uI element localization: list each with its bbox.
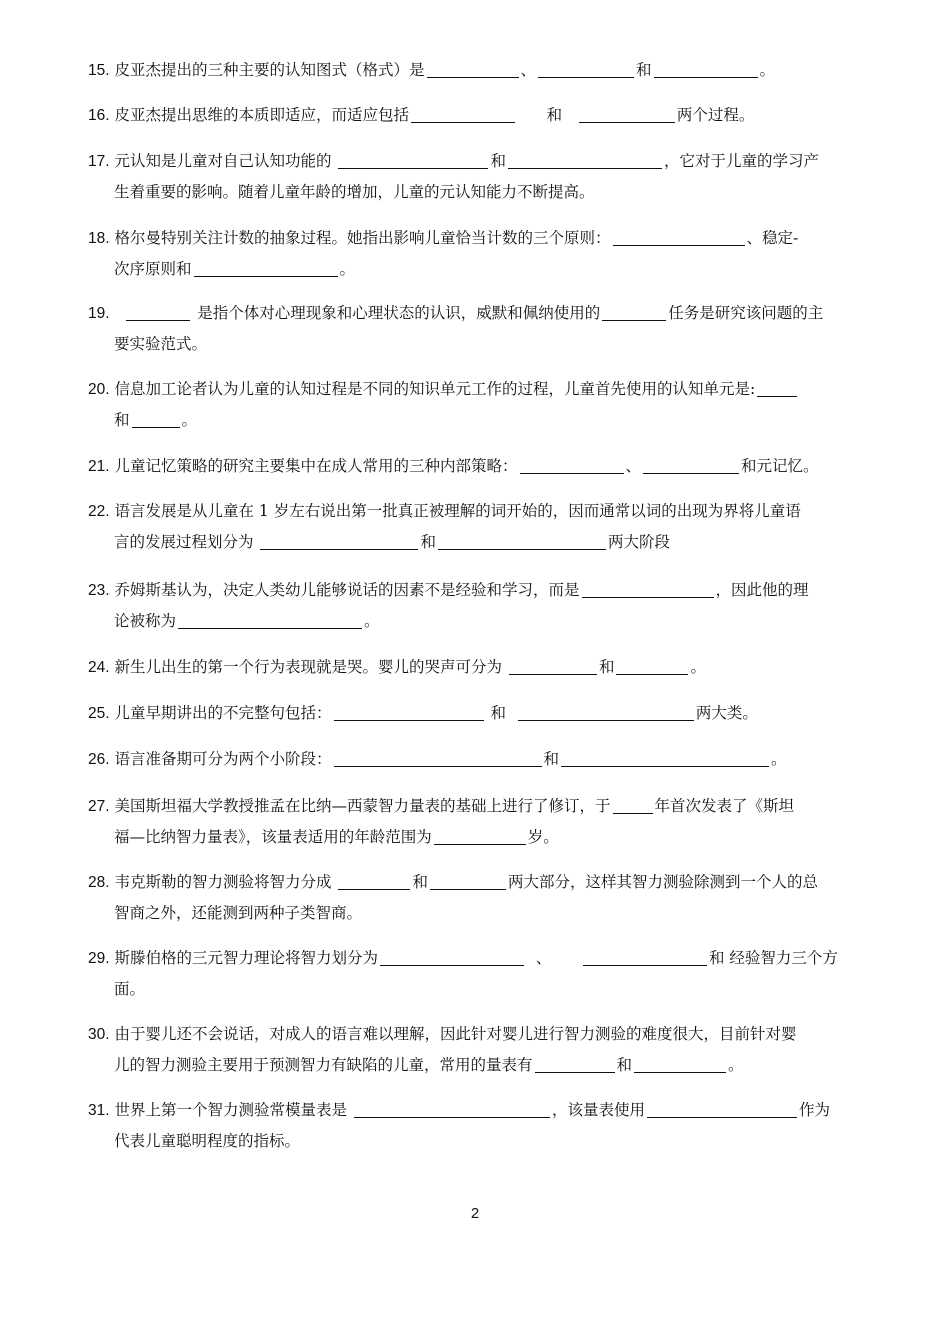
question-22: 22. 语言发展是从儿童在 1 岁左右说出第一批真正被理解的词开始的，因而通常以词的出现为界将儿童语 言的发展过程划分为 和 两大阶段 [88, 502, 801, 551]
question-28: 28. 韦克斯勒的智力测验将智力分成 和 两大部分，这样其智力测验除测到一个人的总 智商之外，还能测到两种子类智商。 [88, 873, 818, 922]
question-25: 25. 儿童早期讲出的不完整句包括： 和 两大类。 [88, 704, 758, 722]
answer-blank[interactable] [634, 1055, 726, 1073]
answer-blank[interactable] [579, 105, 675, 123]
answer-blank[interactable] [334, 703, 484, 721]
answer-blank[interactable] [647, 1100, 797, 1118]
question-26: 26. 语言准备期可分为两个小阶段： 和 。 [88, 750, 787, 768]
answer-blank[interactable] [616, 657, 688, 675]
question-23: 23. 乔姆斯基认为，决定人类幼儿能够说话的因素不是经验和学习，而是 ，因此他的理 论被称为 。 [88, 581, 809, 630]
answer-blank[interactable] [508, 151, 662, 169]
answer-blank[interactable] [518, 703, 694, 721]
question-20: 20. 信息加工论者认为儿童的认知过程是不同的知识单元工作的过程，儿童首先使用的认知单元是: 和 。 [88, 374, 888, 436]
answer-blank[interactable] [194, 259, 338, 277]
answer-blank[interactable] [178, 611, 362, 629]
page-number: 2 [470, 1205, 480, 1222]
question-31: 31. 世界上第一个智力测验常模量表是 ，该量表使用 作为 代表儿童聪明程度的指标。 [88, 1101, 830, 1150]
question-16: 16. 皮亚杰提出思维的本质即适应，而适应包括 和 两个过程。 [88, 106, 755, 124]
question-19: 19. 是指个体对心理现象和心理状态的认识，威默和佩纳使用的 任务是研究该问题的主 要实验范式。 [88, 304, 824, 353]
answer-blank[interactable] [520, 456, 624, 474]
answer-blank[interactable] [582, 580, 714, 598]
answer-blank[interactable] [438, 532, 606, 550]
question-24: 24. 新生儿出生的第一个行为表现就是哭。婴儿的哭声可分为 和 。 [88, 658, 706, 676]
answer-blank[interactable] [430, 872, 506, 890]
answer-blank[interactable] [509, 657, 597, 675]
answer-blank[interactable] [613, 796, 653, 814]
question-17: 17. 元认知是儿童对自己认知功能的 和 ，它对于儿童的学习产 生着重要的影响。随着儿童年龄的增加，儿童的元认知能力不断提高。 [88, 152, 819, 201]
answer-blank[interactable] [434, 827, 526, 845]
answer-blank[interactable] [583, 948, 707, 966]
answer-blank[interactable] [338, 151, 488, 169]
answer-blank[interactable] [613, 228, 745, 246]
answer-blank[interactable] [338, 872, 410, 890]
answer-blank[interactable] [260, 532, 418, 550]
answer-blank[interactable] [126, 303, 190, 321]
answer-blank[interactable] [757, 379, 797, 397]
question-29: 29. 斯滕伯格的三元智力理论将智力划分为 、 和 经验智力三个方 面。 [88, 949, 838, 998]
answer-blank[interactable] [535, 1055, 615, 1073]
answer-blank[interactable] [380, 948, 524, 966]
answer-blank[interactable] [427, 60, 519, 78]
answer-blank[interactable] [132, 410, 180, 428]
question-18: 18. 格尔曼特别关注计数的抽象过程。她指出影响儿童恰当计数的三个原则： 、稳定- 次序原则和 。 [88, 229, 799, 278]
answer-blank[interactable] [561, 749, 769, 767]
question-30: 30. 由于婴儿还不会说话，对成人的语言难以理解，因此针对婴儿进行智力测验的难度很大，目前针对婴 儿的智力测验主要用于预测智力有缺陷的儿童，常用的量表有 和 。 [88, 1025, 797, 1074]
answer-blank[interactable] [411, 105, 515, 123]
answer-blank[interactable] [354, 1100, 550, 1118]
question-21: 21. 儿童记忆策略的研究主要集中在成人常用的三种内部策略： 、 和元记忆。 [88, 457, 819, 475]
answer-blank[interactable] [643, 456, 739, 474]
question-15: 15. 皮亚杰提出的三种主要的认知图式（格式）是 、 和 。 [88, 61, 776, 79]
answer-blank[interactable] [538, 60, 634, 78]
question-27: 27. 美国斯坦福大学教授推孟在比纳—西蒙智力量表的基础上进行了修订，于 年首次发表了《斯坦 福—比纳智力量表》，该量表适用的年龄范围为 岁。 [88, 797, 795, 846]
answer-blank[interactable] [334, 749, 542, 767]
answer-blank[interactable] [602, 303, 666, 321]
answer-blank[interactable] [654, 60, 758, 78]
